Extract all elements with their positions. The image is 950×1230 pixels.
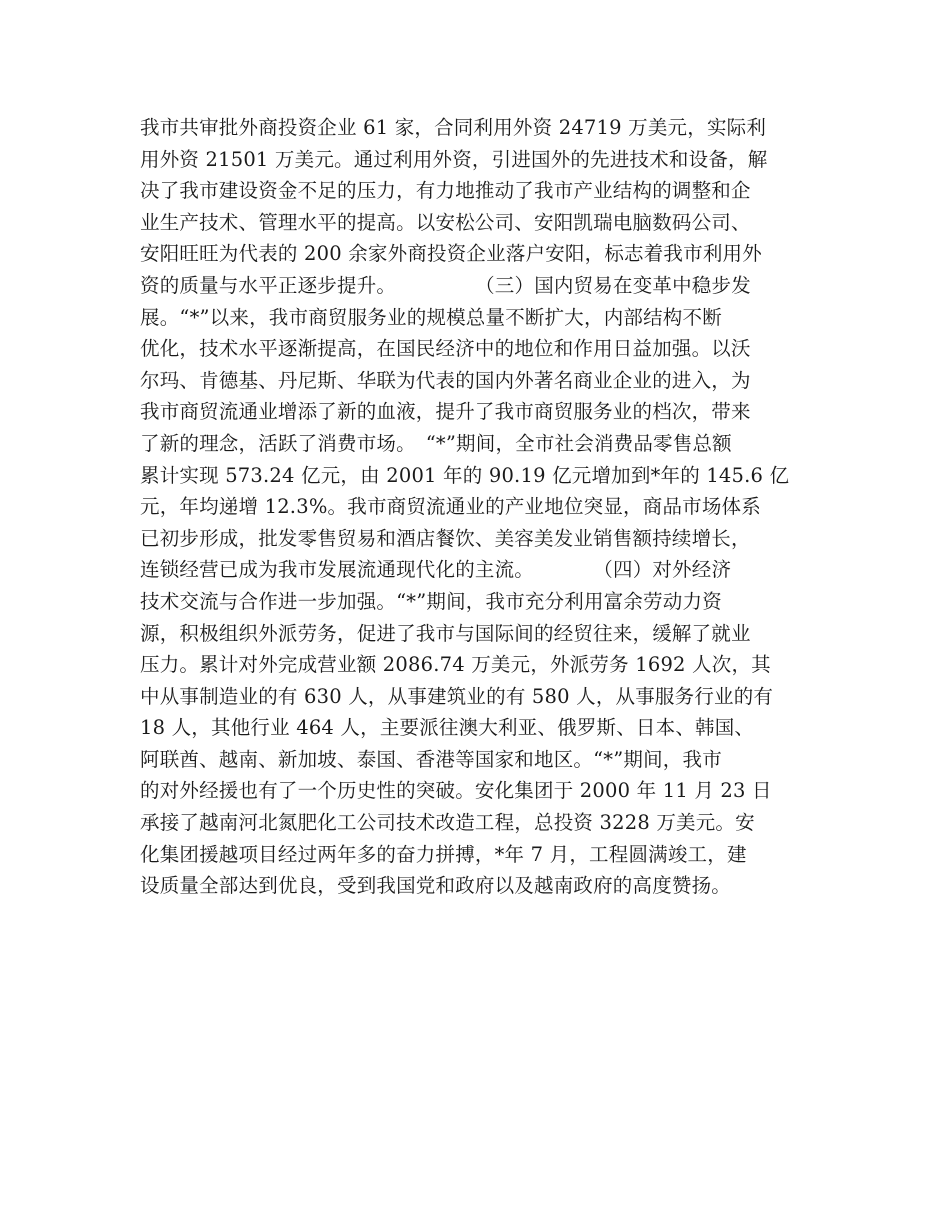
text-line: 资的质量与水平正逐步提升。 （三）国内贸易在变革中稳步发 [140, 273, 751, 297]
text-line: 技术交流与合作进一步加强。“*”期间，我市充分利用富余劳动力资 [140, 589, 722, 613]
text-line: 业生产技术、管理水平的提高。以安松公司、安阳凯瑞电脑数码公司、 [140, 210, 751, 234]
text-line: 承接了越南河北氮肥化工公司技术改造工程，总投资 3228 万美元。安 [140, 811, 755, 835]
text-line: 用外资 21501 万美元。通过利用外资，引进国外的先进技术和设备，解 [140, 147, 768, 171]
text-line: 我市商贸流通业增添了新的血液，提升了我市商贸服务业的档次，带来 [140, 400, 751, 424]
text-line: 累计实现 573.24 亿元，由 2001 年的 90.19 亿元增加到*年的 145.6 亿 [140, 463, 790, 487]
text-line: 元，年均递增 12.3%。我市商贸流通业的产业地位突显，商品市场体系 [140, 495, 761, 519]
text-line: 中从事制造业的有 630 人，从事建筑业的有 580 人，从事服务行业的有 [140, 684, 774, 708]
text-line: 展。“*”以来，我市商贸服务业的规模总量不断扩大，内部结构不断 [140, 305, 722, 329]
text-line: 我市共审批外商投资企业 61 家，合同利用外资 24719 万美元，实际利 [140, 116, 767, 139]
text-line: 源，积极组织外派劳务，促进了我市与国际间的经贸往来，缓解了就业 [140, 621, 751, 645]
text-line: 尔玛、肯德基、丹尼斯、华联为代表的国内外著名商业企业的进入，为 [140, 368, 751, 392]
text-line: 已初步形成，批发零售贸易和酒店餐饮、美容美发业销售额持续增长， [140, 526, 751, 550]
text-line: 的对外经援也有了一个历史性的突破。安化集团于 2000 年 11 月 23 日 [140, 779, 772, 803]
text-line: 18 人，其他行业 464 人，主要派往澳大利亚、俄罗斯、日本、韩国、 [140, 716, 755, 740]
text-line: 压力。累计对外完成营业额 2086.74 万美元，外派劳务 1692 人次，其 [140, 653, 771, 677]
text-line: 优化，技术水平逐渐提高，在国民经济中的地位和作用日益加强。以沃 [140, 337, 751, 361]
text-line: 决了我市建设资金不足的压力，有力地推动了我市产业结构的调整和企 [140, 179, 751, 203]
text-line: 安阳旺旺为代表的 200 余家外商投资企业落户安阳，标志着我市利用外 [140, 242, 762, 266]
text-line: 设质量全部达到优良，受到我国党和政府以及越南政府的高度赞扬。 [140, 874, 732, 898]
text-line: 化集团援越项目经过两年多的奋力拼搏，*年 7 月，工程圆满竣工，建 [140, 842, 747, 866]
body-text [140, 112, 820, 902]
text-line: 了新的理念，活跃了消费市场。 “*”期间，全市社会消费品零售总额 [140, 431, 732, 455]
text-line: 连锁经营已成为我市发展流通现代化的主流。 （四）对外经济 [140, 558, 732, 582]
text-line: 阿联酋、越南、新加坡、泰国、香港等国家和地区。“*”期间，我市 [140, 747, 722, 771]
